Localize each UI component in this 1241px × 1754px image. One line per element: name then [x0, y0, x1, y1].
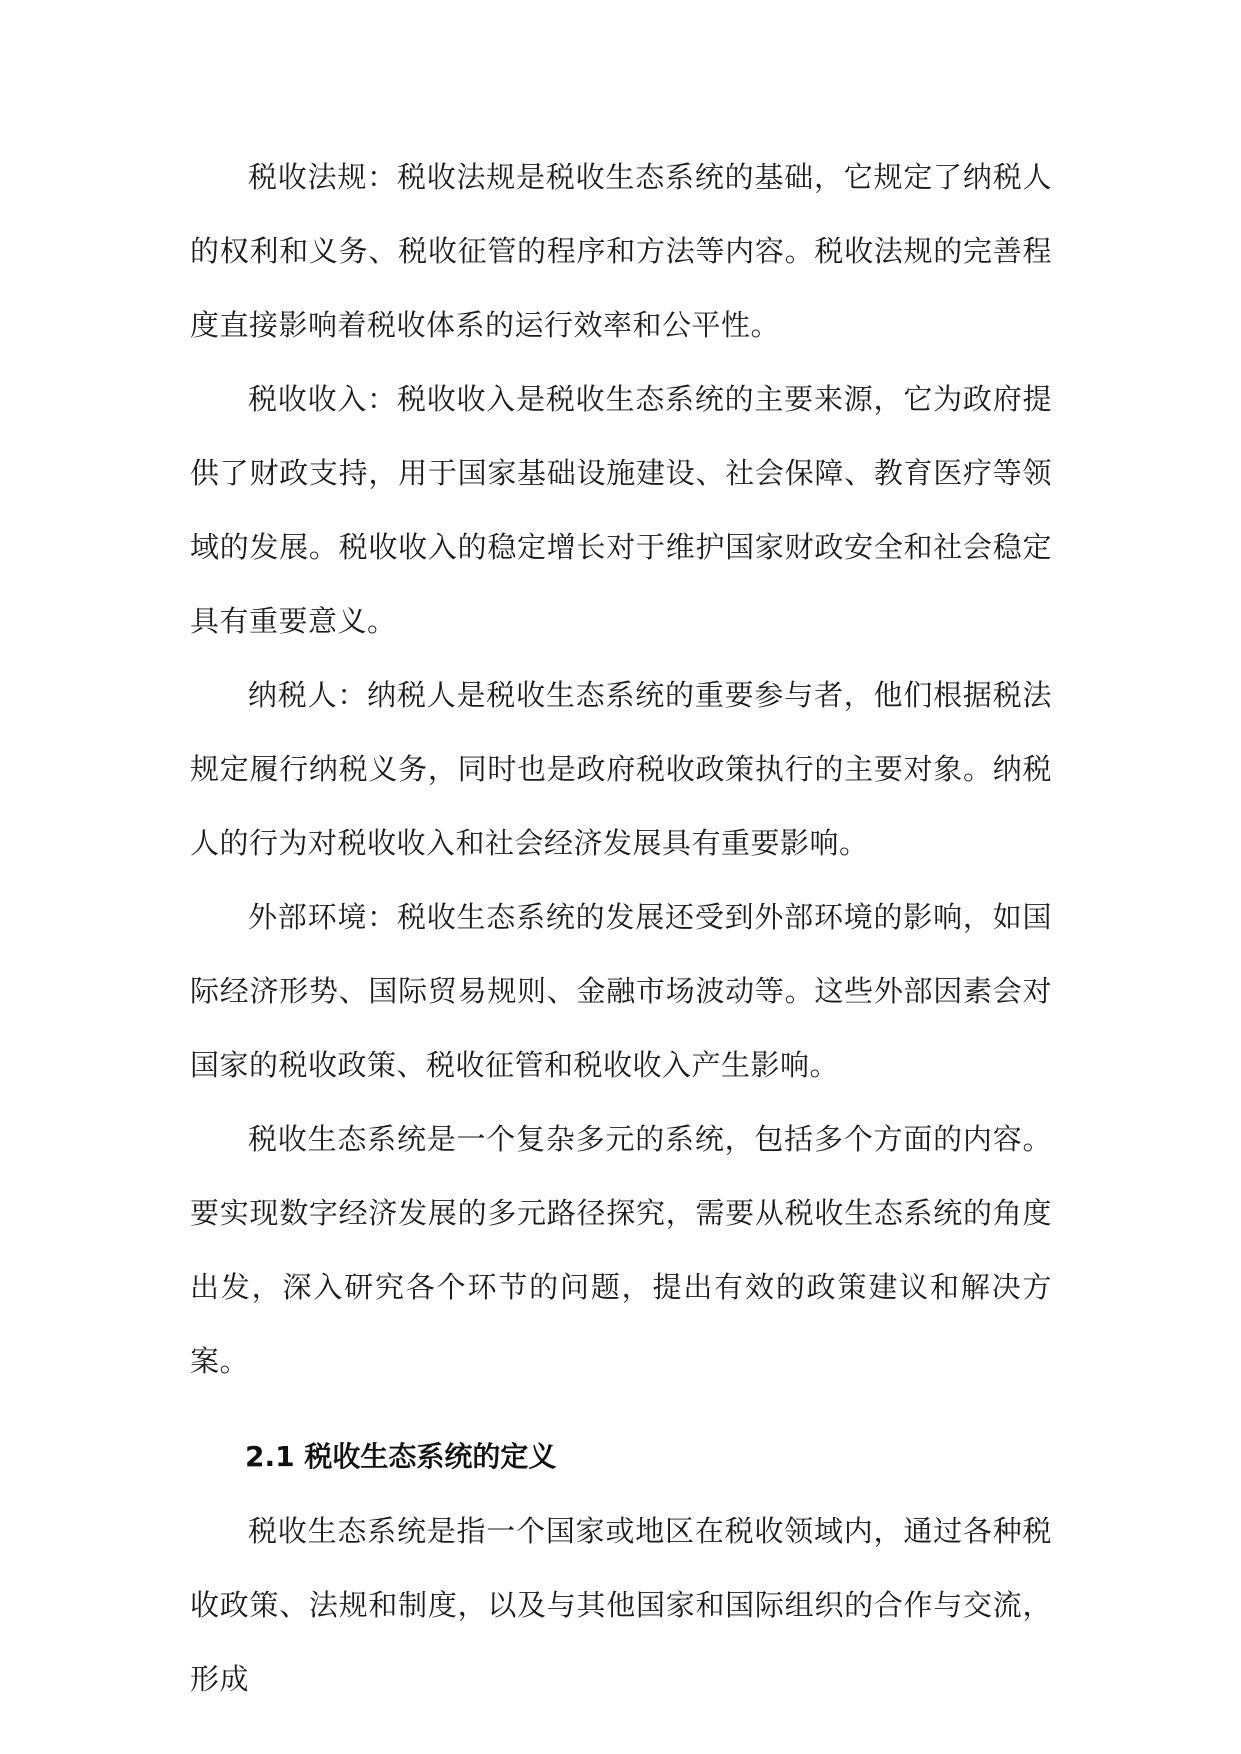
document-body	[190, 140, 1052, 1716]
paragraph-tax-revenue: 税收收入：税收收入是税收生态系统的主要来源，它为政府提供了财政支持，用于国家基础设施建设、社会保障、教育医疗等领域的发展。税收收入的稳定增长对于维护国家财政安全和社会稳定具有重要意义。	[190, 382, 1052, 638]
paragraph-definition: 税收生态系统是指一个国家或地区在税收领域内，通过各种税收政策、法规和制度，以及与其他国家和国际组织的合作与交流，形成	[190, 1514, 1052, 1696]
paragraph-external-environment: 外部环境：税收生态系统的发展还受到外部环境的影响，如国际经济形势、国际贸易规则、金融市场波动等。这些外部因素会对国家的税收政策、税收征管和税收收入产生影响。	[190, 900, 1052, 1082]
paragraph-tax-regulations: 税收法规：税收法规是税收生态系统的基础，它规定了纳税人的权利和义务、税收征管的程序和方法等内容。税收法规的完善程度直接影响着税收体系的运行效率和公平性。	[190, 160, 1052, 342]
section-heading: 2.1 税收生态系统的定义	[245, 1440, 557, 1473]
paragraph-taxpayers: 纳税人：纳税人是税收生态系统的重要参与者，他们根据税法规定履行纳税义务，同时也是政府税收政策执行的主要对象。纳税人的行为对税收收入和社会经济发展具有重要影响。	[190, 678, 1052, 860]
paragraph-ecosystem-summary: 税收生态系统是一个复杂多元的系统，包括多个方面的内容。要实现数字经济发展的多元路径探究，需要从税收生态系统的角度出发，深入研究各个环节的问题，提出有效的政策建议和解决方案。	[190, 1122, 1052, 1378]
